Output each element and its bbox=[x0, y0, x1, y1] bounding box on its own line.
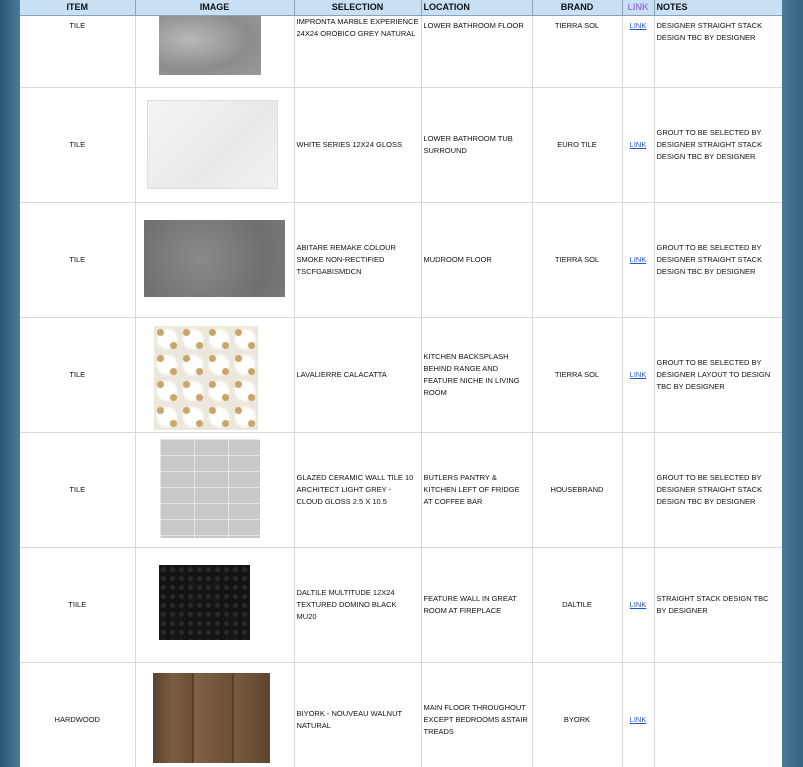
window-frame-right bbox=[782, 0, 803, 767]
image-cell bbox=[135, 16, 294, 88]
selection-cell: ABITARE REMAKE COLOUR SMOKE NON-RECTIFIED TSCFGABISMDCN bbox=[294, 203, 421, 318]
link-cell bbox=[622, 16, 654, 88]
notes-cell: GROUT TO BE SELECTED BY DESIGNER STRAIGHT STACK DESIGN TBC BY DESIGNER bbox=[654, 203, 782, 318]
tile-swatch-image bbox=[144, 220, 285, 297]
table-row bbox=[20, 548, 782, 663]
header-location: LOCATION bbox=[421, 0, 532, 16]
header-row bbox=[20, 0, 782, 16]
image-cell bbox=[135, 433, 294, 548]
table-row bbox=[20, 203, 782, 318]
table-row bbox=[20, 433, 782, 548]
image-cell bbox=[135, 318, 294, 433]
item-cell: TILE bbox=[20, 318, 135, 433]
brand-cell: HOUSEBRAND bbox=[532, 433, 622, 548]
link-cell bbox=[622, 433, 654, 548]
product-link[interactable]: LINK bbox=[629, 715, 647, 724]
item-cell: TILE bbox=[20, 88, 135, 203]
location-cell: LOWER BATHROOM FLOOR bbox=[421, 16, 532, 88]
link-cell bbox=[622, 88, 654, 203]
selection-cell: LAVALIERRE CALACATTA bbox=[294, 318, 421, 433]
table-row bbox=[20, 663, 782, 767]
link-cell bbox=[622, 548, 654, 663]
header-selection: SELECTION bbox=[294, 0, 421, 16]
image-cell bbox=[135, 88, 294, 203]
tile-swatch-image bbox=[160, 439, 260, 538]
notes-cell: GROUT TO BE SELECTED BY DESIGNER LAYOUT TO DESIGN TBC BY DESIGNER bbox=[654, 318, 782, 433]
product-link[interactable]: LINK bbox=[629, 140, 647, 149]
location-cell: MUDROOM FLOOR bbox=[421, 203, 532, 318]
brand-cell: BYORK bbox=[532, 663, 622, 767]
location-cell: FEATURE WALL IN GREAT ROOM AT FIREPLACE bbox=[421, 548, 532, 663]
header-image: IMAGE bbox=[135, 0, 294, 16]
table-row bbox=[20, 16, 782, 88]
table-row bbox=[20, 88, 782, 203]
header-brand: BRAND bbox=[532, 0, 622, 16]
product-link[interactable]: LINK bbox=[629, 370, 647, 379]
image-cell bbox=[135, 203, 294, 318]
tile-swatch-image bbox=[147, 100, 278, 189]
item-cell: HARDWOOD bbox=[20, 663, 135, 767]
spreadsheet bbox=[20, 0, 782, 767]
tile-swatch-image bbox=[159, 565, 250, 640]
item-cell: TILE bbox=[20, 433, 135, 548]
link-cell bbox=[622, 663, 654, 767]
product-link[interactable]: LINK bbox=[629, 21, 647, 30]
location-cell: MAIN FLOOR THROUGHOUT EXCEPT BEDROOMS &STAIR TREADS bbox=[421, 663, 532, 767]
header-notes: NOTES bbox=[654, 0, 782, 16]
brand-cell: DALTILE bbox=[532, 548, 622, 663]
selection-cell: IMPRONTA MARBLE EXPERIENCE 24X24 OROBICO GREY NATURAL bbox=[294, 16, 421, 88]
image-cell bbox=[135, 548, 294, 663]
item-cell: TILE bbox=[20, 203, 135, 318]
wood-swatch-image bbox=[153, 673, 270, 763]
location-cell: KITCHEN BACKSPLASH BEHIND RANGE AND FEATURE NICHE IN LIVING ROOM bbox=[421, 318, 532, 433]
item-cell: TILE bbox=[20, 16, 135, 88]
notes-cell: GROUT TO BE SELECTED BY DESIGNER STRAIGHT STACK DESIGN TBC BY DESIGNER bbox=[654, 88, 782, 203]
notes-cell: DESIGNER STRAIGHT STACK DESIGN TBC BY DESIGNER bbox=[654, 16, 782, 88]
header-link: LINK bbox=[622, 0, 654, 16]
brand-cell: TIERRA SOL bbox=[532, 203, 622, 318]
product-link[interactable]: LINK bbox=[629, 600, 647, 609]
image-cell bbox=[135, 663, 294, 767]
location-cell: LOWER BATHROOM TUB SURROUND bbox=[421, 88, 532, 203]
selections-table bbox=[20, 0, 782, 767]
location-cell: BUTLERS PANTRY & KITCHEN LEFT OF FRIDGE AT COFFEE BAR bbox=[421, 433, 532, 548]
link-cell bbox=[622, 318, 654, 433]
item-cell: TIILE bbox=[20, 548, 135, 663]
selection-cell: WHITE SERIES 12X24 GLOSS bbox=[294, 88, 421, 203]
notes-cell: STRAIGHT STACK DESIGN TBC BY DESIGNER bbox=[654, 548, 782, 663]
table-row bbox=[20, 318, 782, 433]
product-link[interactable]: LINK bbox=[629, 255, 647, 264]
brand-cell: EURO TILE bbox=[532, 88, 622, 203]
selection-cell: GLAZED CERAMIC WALL TILE 10 ARCHITECT LIGHT GREY - CLOUD GLOSS 2.5 X 10.5 bbox=[294, 433, 421, 548]
selection-cell: DALTILE MULTITUDE 12X24 TEXTURED DOMINO BLACK MU20 bbox=[294, 548, 421, 663]
notes-cell bbox=[654, 663, 782, 767]
header-item: ITEM bbox=[20, 0, 135, 16]
tile-swatch-image bbox=[159, 16, 261, 75]
brand-cell: TIERRA SOL bbox=[532, 318, 622, 433]
notes-cell: GROUT TO BE SELECTED BY DESIGNER STRAIGHT STACK DESIGN TBC BY DESIGNER bbox=[654, 433, 782, 548]
brand-cell: TIERRA SOL bbox=[532, 16, 622, 88]
tile-swatch-image bbox=[154, 326, 258, 430]
window-frame-left bbox=[0, 0, 20, 767]
link-cell bbox=[622, 203, 654, 318]
selection-cell: BIYORK - NOUVEAU WALNUT NATURAL bbox=[294, 663, 421, 767]
